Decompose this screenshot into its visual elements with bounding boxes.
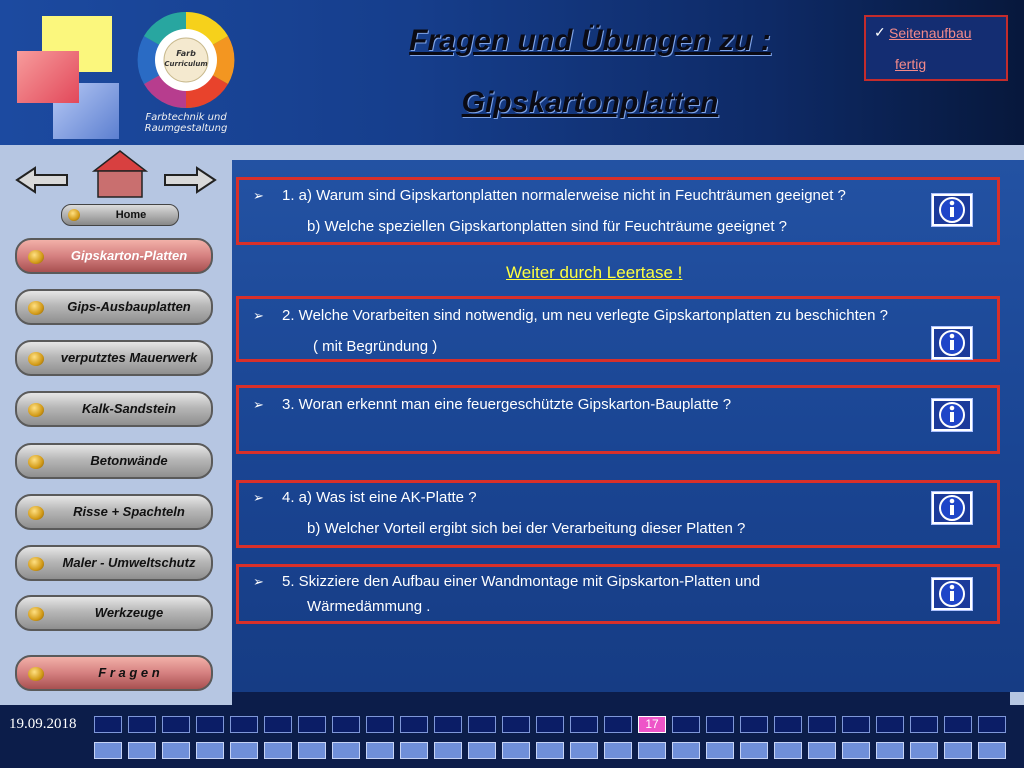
nav-gips-ausbauplatten[interactable] xyxy=(15,289,213,325)
slide-slot[interactable] xyxy=(264,742,292,759)
info-icon[interactable] xyxy=(931,491,973,525)
nav-label: Maler - Umweltschutz xyxy=(62,555,196,570)
nav-label: Gipskarton-Platten xyxy=(70,248,188,263)
slide-slot[interactable] xyxy=(434,742,462,759)
question-box-5 xyxy=(236,564,1000,624)
nav-label: verputztes Mauerwerk xyxy=(60,350,198,365)
current-slide-slot[interactable]: 17 xyxy=(638,716,666,733)
bullet-dot-icon xyxy=(28,352,44,366)
slide-slot[interactable] xyxy=(604,716,632,733)
slide-slot[interactable] xyxy=(400,716,428,733)
question-box-2 xyxy=(236,296,1000,362)
question-text: Wärmedämmung . xyxy=(307,598,431,615)
question-text: b) Welche speziellen Gipskartonplatten sind für Feuchträume geeignet ? xyxy=(307,218,787,235)
continue-hint[interactable]: Weiter durch Leertase ! xyxy=(506,263,683,282)
info-icon[interactable] xyxy=(931,193,973,227)
slide-slot[interactable] xyxy=(570,716,598,733)
slide-slot[interactable] xyxy=(944,716,972,733)
bullet-dot-icon xyxy=(28,607,44,621)
slide-slot[interactable] xyxy=(808,742,836,759)
decorative-red-square xyxy=(17,51,79,103)
progress-line2[interactable]: fertig xyxy=(895,56,927,72)
nav-risse-spachteln[interactable] xyxy=(15,494,213,530)
slide-slot[interactable] xyxy=(502,716,530,733)
slide-slot[interactable] xyxy=(196,742,224,759)
slide-slot[interactable] xyxy=(298,742,326,759)
nav-label: Betonwände xyxy=(90,453,168,468)
slide-slot[interactable] xyxy=(468,716,496,733)
question-text: 1. a) Warum sind Gipskartonplatten normalerweise nicht in Feuchträumen geeignet ? xyxy=(282,187,846,204)
nav-fragen[interactable] xyxy=(15,655,213,691)
slide-slot[interactable] xyxy=(162,742,190,759)
slide-slot[interactable] xyxy=(128,742,156,759)
slide-slot[interactable] xyxy=(196,716,224,733)
slide-slot[interactable] xyxy=(672,716,700,733)
nav-werkzeuge[interactable] xyxy=(15,595,213,631)
nav-betonwaende[interactable] xyxy=(15,443,213,479)
slide-slot[interactable] xyxy=(706,716,734,733)
bullet-dot-icon xyxy=(28,403,44,417)
footer-date: 19.09.2018 xyxy=(9,716,77,732)
slide-slot[interactable] xyxy=(366,716,394,733)
slide-slot[interactable] xyxy=(910,716,938,733)
slide-slot[interactable] xyxy=(366,742,394,759)
nav-label: Risse + Spachteln xyxy=(73,504,185,519)
question-text: 2. Welche Vorarbeiten sind notwendig, um neu verlegte Gipskartonplatten zu beschichten ? xyxy=(282,307,888,324)
nav-kalk-sandstein[interactable] xyxy=(15,391,213,427)
nav-gipskarton-platten[interactable] xyxy=(15,238,213,274)
slide-slot[interactable] xyxy=(978,716,1006,733)
progress-status-box[interactable] xyxy=(864,15,1008,81)
slide-slot[interactable] xyxy=(910,742,938,759)
question-text: 5. Skizziere den Aufbau einer Wandmontage mit Gipskarton-Platten und xyxy=(282,573,761,590)
bullet-dot-icon xyxy=(28,301,44,315)
bullet-dot-icon xyxy=(28,250,44,264)
slide-slot[interactable] xyxy=(876,742,904,759)
checkmark-icon: ✓ xyxy=(874,24,886,40)
slide-slot[interactable] xyxy=(162,716,190,733)
info-icon[interactable] xyxy=(931,326,973,360)
slide-slot[interactable] xyxy=(298,716,326,733)
nav-maler-umweltschutz[interactable] xyxy=(15,545,213,581)
forward-arrow-icon[interactable] xyxy=(163,166,217,194)
nav-label: Werkzeuge xyxy=(94,605,164,620)
slide-slot[interactable] xyxy=(672,742,700,759)
nav-label: Gips-Ausbauplatten xyxy=(67,299,191,314)
bullet-dot-icon xyxy=(28,557,44,571)
question-box-1 xyxy=(236,177,1000,245)
home-house-icon[interactable] xyxy=(92,149,148,199)
arrow-bullet-icon: ➢ xyxy=(253,308,264,323)
slide-slot[interactable] xyxy=(264,716,292,733)
header xyxy=(0,0,1024,145)
arrow-bullet-icon: ➢ xyxy=(253,490,264,505)
nav-label: F r a g e n xyxy=(98,665,160,680)
bullet-dot-icon xyxy=(28,455,44,469)
logo-mid-text: Curriculum xyxy=(164,60,208,68)
bullet-dot-icon xyxy=(28,506,44,520)
slide-slot[interactable] xyxy=(808,716,836,733)
slide-slot[interactable] xyxy=(842,716,870,733)
slide-slot[interactable] xyxy=(434,716,462,733)
slide-slot[interactable] xyxy=(128,716,156,733)
logo-bottom-line1: Farbtechnik und xyxy=(145,112,227,123)
arrow-bullet-icon: ➢ xyxy=(253,397,264,412)
info-icon[interactable] xyxy=(931,398,973,432)
slide-slot[interactable] xyxy=(638,742,666,759)
question-text: b) Welcher Vorteil ergibt sich bei der Verarbeitung dieser Platten ? xyxy=(307,520,746,537)
bullet-dot-icon xyxy=(68,209,80,221)
slide-slot[interactable] xyxy=(604,742,632,759)
logo-top-text: Farb xyxy=(176,49,196,58)
back-arrow-icon[interactable] xyxy=(15,166,69,194)
info-icon[interactable] xyxy=(931,577,973,611)
nav-label: Kalk-Sandstein xyxy=(82,401,176,416)
slide-slot[interactable] xyxy=(94,716,122,733)
slide-slot[interactable] xyxy=(502,742,530,759)
slide-slot[interactable] xyxy=(536,742,564,759)
home-button[interactable] xyxy=(61,204,179,226)
slide-slot[interactable] xyxy=(706,742,734,759)
slide-slot[interactable] xyxy=(842,742,870,759)
page-title: Fragen und Übungen zu : xyxy=(409,24,771,57)
slide-slot[interactable] xyxy=(774,742,802,759)
question-box-4 xyxy=(236,480,1000,548)
slide-slot[interactable] xyxy=(400,742,428,759)
slide-slot[interactable] xyxy=(230,716,258,733)
slide-slot[interactable] xyxy=(332,716,360,733)
slide-slot[interactable] xyxy=(876,716,904,733)
slide-slot[interactable] xyxy=(944,742,972,759)
arrow-bullet-icon: ➢ xyxy=(253,188,264,203)
question-text: ( mit Begründung ) xyxy=(313,338,438,355)
progress-line1[interactable]: Seitenaufbau xyxy=(889,25,972,41)
slide-slot[interactable] xyxy=(332,742,360,759)
color-wheel-logo xyxy=(133,8,239,136)
slide-slot[interactable] xyxy=(740,742,768,759)
slide-slot[interactable] xyxy=(230,742,258,759)
question-box-3 xyxy=(236,385,1000,454)
page-subtitle: Gipskartonplatten xyxy=(461,86,719,119)
slide-slot[interactable] xyxy=(468,742,496,759)
slide-slot[interactable] xyxy=(978,742,1006,759)
arrow-bullet-icon: ➢ xyxy=(253,574,264,589)
slide-slot[interactable] xyxy=(570,742,598,759)
slide-slot[interactable] xyxy=(774,716,802,733)
logo-bottom-line2: Raumgestaltung xyxy=(144,123,228,134)
slide-slot[interactable] xyxy=(536,716,564,733)
question-text: 4. a) Was ist eine AK-Platte ? xyxy=(282,489,477,506)
question-text: 3. Woran erkennt man eine feuergeschützte Gipskarton-Bauplatte ? xyxy=(282,396,732,413)
slide-slot[interactable] xyxy=(94,742,122,759)
slide-slot[interactable] xyxy=(740,716,768,733)
panel-top-strip xyxy=(232,145,1024,160)
nav-verputztes-mauerwerk[interactable] xyxy=(15,340,213,376)
bullet-dot-icon xyxy=(28,667,44,681)
home-label: Home xyxy=(115,209,147,221)
